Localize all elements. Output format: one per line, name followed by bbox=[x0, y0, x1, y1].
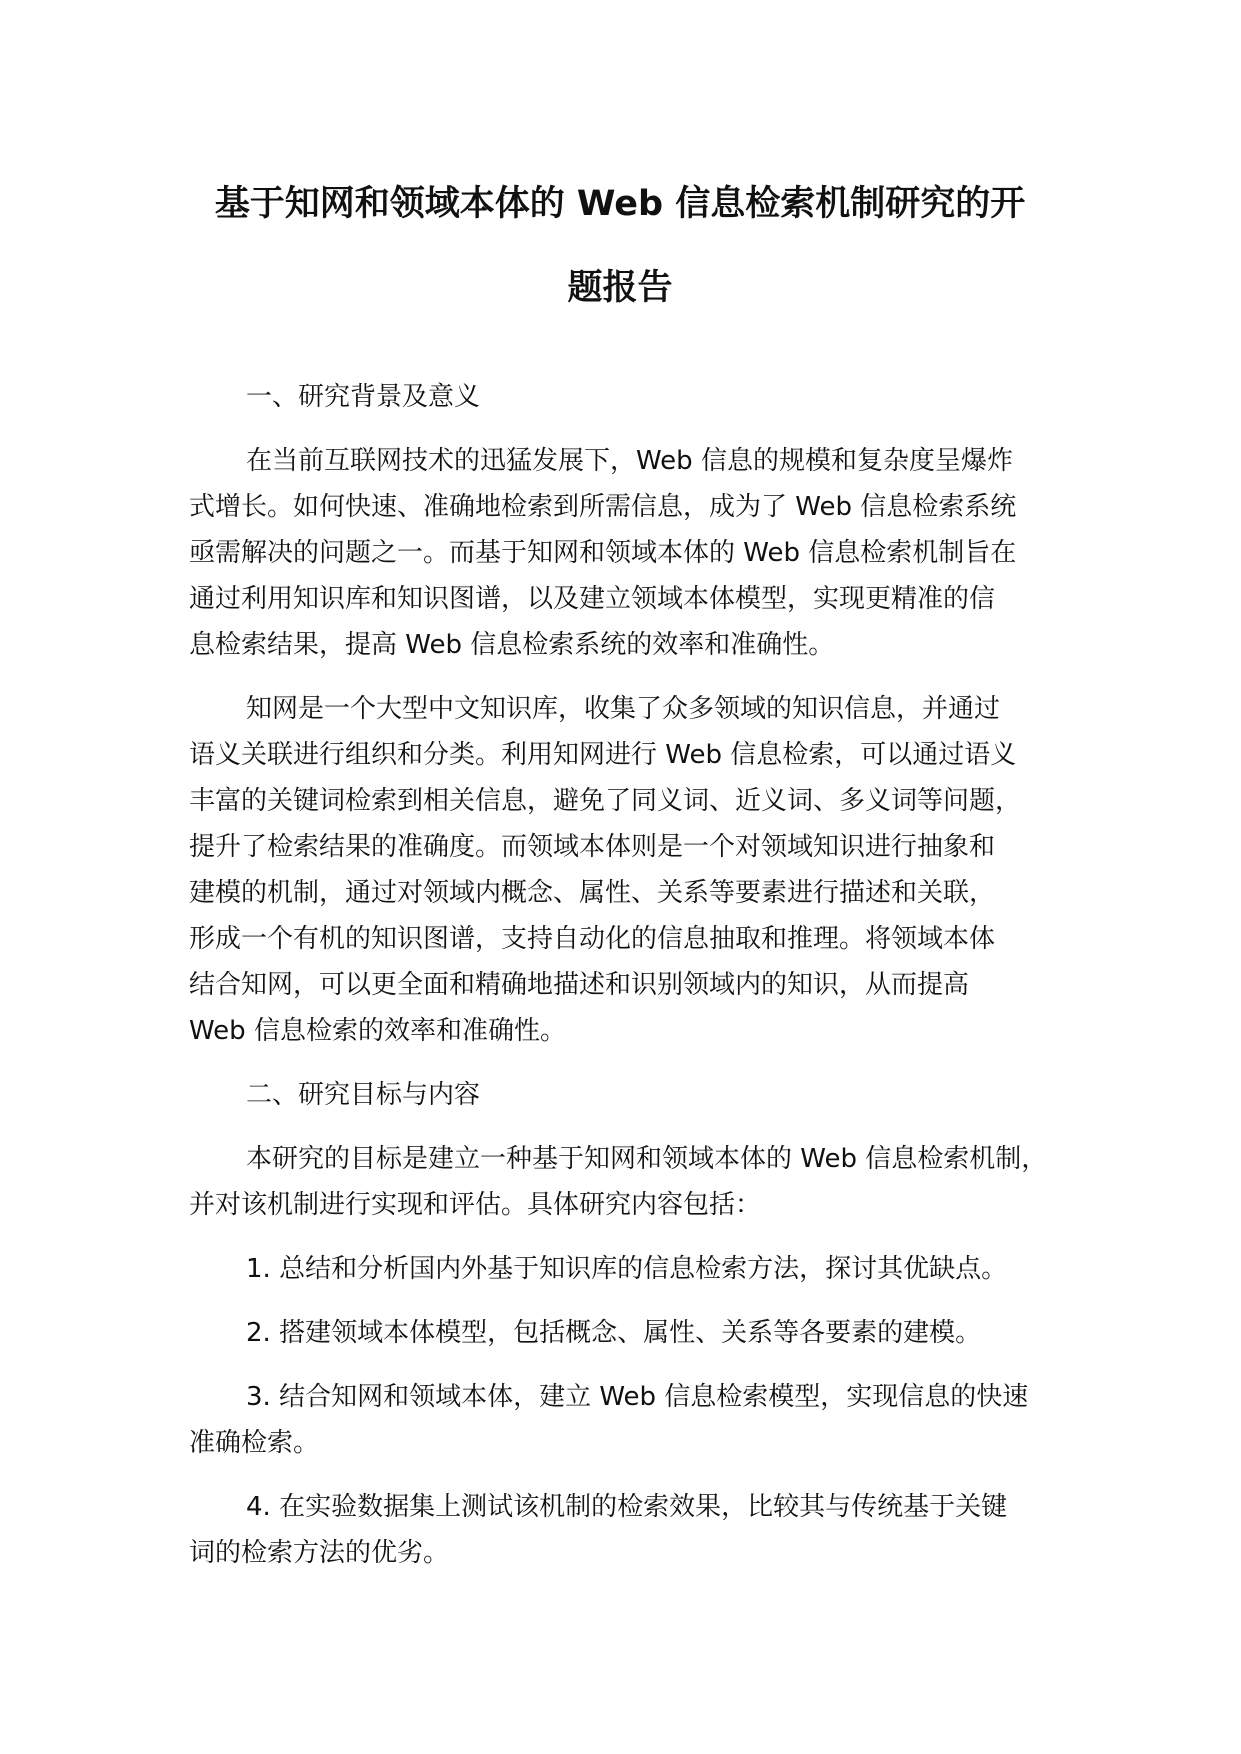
list-item-3-line-2: 准确检索。 bbox=[189, 1428, 320, 1458]
paragraph-2-line-5: 建模的机制，通过对领域内概念、属性、关系等要素进行描述和关联， bbox=[189, 878, 996, 908]
paragraph-2-line-4: 提升了检索结果的准确度。而领域本体则是一个对领域知识进行抽象和 bbox=[189, 832, 996, 862]
paragraph-2-line-3: 丰富的关键词检索到相关信息，避免了同义词、近义词、多义词等问题， bbox=[189, 786, 1022, 816]
list-item-4-line-1: 4. 在实验数据集上测试该机制的检索效果，比较其与传统基于关键 bbox=[246, 1492, 1008, 1522]
paragraph-1-line-5: 息检索结果，提高 Web 信息检索系统的效率和准确性。 bbox=[189, 630, 835, 660]
section-heading-background: 一、研究背景及意义 bbox=[246, 382, 481, 412]
paragraph-2-line-2: 语义关联进行组织和分类。利用知网进行 Web 信息检索，可以通过语义 bbox=[189, 740, 1017, 770]
paragraph-1-line-3: 亟需解决的问题之一。而基于知网和领域本体的 Web 信息检索机制旨在 bbox=[189, 538, 1017, 568]
document-title-line-1: 基于知网和领域本体的 Web 信息检索机制研究的开 bbox=[214, 184, 1026, 224]
paragraph-3-line-2: 并对该机制进行实现和评估。具体研究内容包括： bbox=[189, 1190, 762, 1220]
list-item-2-line-1: 2. 搭建领域本体模型，包括概念、属性、关系等各要素的建模。 bbox=[246, 1318, 982, 1348]
document-title-line-2: 题报告 bbox=[567, 268, 673, 308]
paragraph-1-line-4: 通过利用知识库和知识图谱，以及建立领域本体模型，实现更精准的信 bbox=[189, 584, 996, 614]
paragraph-2-line-1: 知网是一个大型中文知识库，收集了众多领域的知识信息，并通过 bbox=[246, 694, 1001, 724]
paragraph-1-line-2: 式增长。如何快速、准确地检索到所需信息，成为了 Web 信息检索系统 bbox=[189, 492, 1017, 522]
list-item-4-line-2: 词的检索方法的优劣。 bbox=[189, 1538, 450, 1568]
list-item-3-line-1: 3. 结合知网和领域本体，建立 Web 信息检索模型，实现信息的快速 bbox=[246, 1382, 1029, 1412]
paragraph-2-line-7: 结合知网，可以更全面和精确地描述和识别领域内的知识，从而提高 bbox=[189, 970, 970, 1000]
paragraph-1-line-1: 在当前互联网技术的迅猛发展下，Web 信息的规模和复杂度呈爆炸 bbox=[246, 446, 1013, 476]
section-heading-goals: 二、研究目标与内容 bbox=[246, 1080, 481, 1110]
paragraph-2-line-8: Web 信息检索的效率和准确性。 bbox=[189, 1016, 566, 1046]
paragraph-2-line-6: 形成一个有机的知识图谱，支持自动化的信息抽取和推理。将领域本体 bbox=[189, 924, 996, 954]
paragraph-3-line-1: 本研究的目标是建立一种基于知网和领域本体的 Web 信息检索机制， bbox=[246, 1144, 1048, 1174]
list-item-1-line-1: 1. 总结和分析国内外基于知识库的信息检索方法，探讨其优缺点。 bbox=[246, 1254, 1008, 1284]
